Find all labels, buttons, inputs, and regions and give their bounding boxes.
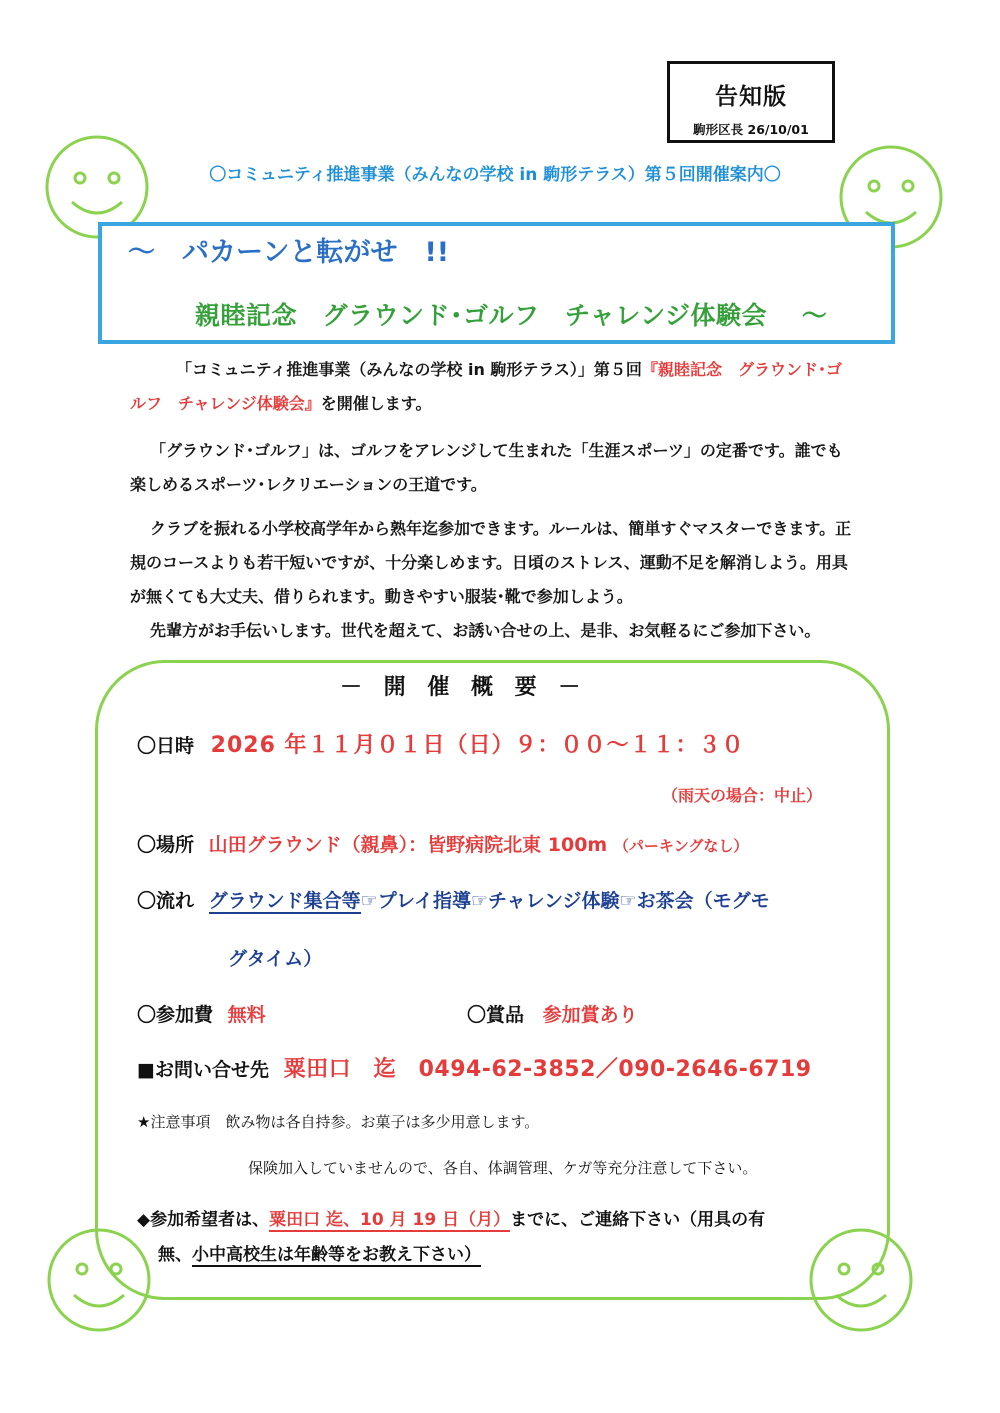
title-line-1: ～ パカーンと転がせ !! xyxy=(128,237,450,268)
fee-row: 〇参加費 無料 xyxy=(137,1004,266,1026)
rain-note: （雨天の場合：中止） xyxy=(662,786,823,805)
notice-title: 告知版 xyxy=(715,84,787,110)
intro-paragraph-3: クラブを振れる小学校高学年から熟年迄参加できます。ルールは、簡単すぐマスターできます。正規のコースよりも若干短いですが、十分楽しめます。日頃のストレス、運動不足を解消しよう。用具が無くても大丈夫、借りられます。動きやすい服装･靴で参加しよう。 xyxy=(130,519,852,606)
title-line-2: 親睦記念 グラウンド･ゴルフ チャレンジ体験会 ～ xyxy=(195,301,828,330)
prize-row: 〇賞品 参加賞あり xyxy=(467,1004,638,1026)
intro-paragraph-2: 「グラウンド･ゴルフ」は、ゴルフをアレンジして生まれた「生涯スポーツ」の定番です。誰でも楽しめるスポーツ･レクリエーションの王道です。 xyxy=(130,441,843,494)
contact-row: ■お問い合せ先 粟田口 迄 0494-62-3852／090-2646-6719 xyxy=(137,1057,812,1082)
intro-paragraph-4: 先輩方がお手伝いします。世代を超えて、お誘い合せの上、是非、お気軽るにご参加下さい。 xyxy=(150,621,821,640)
place-row: 〇場所 山田グラウンド（親鼻）：皆野病院北東 100m （パーキングなし） xyxy=(137,834,749,856)
notice-subtitle: 駒形区長 26/10/01 xyxy=(693,122,809,137)
summary-title: － 開 催 概 要 － xyxy=(340,675,588,700)
intro-paragraph-1: 「コミュニティ推進事業（みんなの学校 in 駒形テラス）」第５回『親睦記念 グラウンド･ゴルフ チャレンジ体験会』を開催します。 xyxy=(130,360,842,413)
datetime-row: 〇日時 2026 年１１月０１日（日）９：００～１１：３０ xyxy=(137,733,745,758)
flow-row: 〇流れ グラウンド集合等☞プレイ指導☞チャレンジ体験☞お茶会（モグモ xyxy=(137,890,770,912)
header-line: 〇コミュニティ推進事業（みんなの学校 in 駒形テラス）第５回開催案内〇 xyxy=(209,165,781,185)
caution-line-2: 保険加入していませんので、各自、体調管理、ケガ等充分注意して下さい。 xyxy=(248,1159,758,1177)
apply-line-1: ◆参加希望者は、粟田口 迄、10 月 19 日（月）までに、ご連絡下さい（用具の有 xyxy=(137,1210,766,1230)
flow-row-continued: グタイム） xyxy=(228,948,323,970)
caution-line-1: ★注意事項 飲み物は各自持参。お菓子は多少用意します。 xyxy=(137,1113,540,1131)
notice-box xyxy=(667,61,835,143)
apply-line-2: 無、小中高校生は年齢等をお教え下さい） xyxy=(158,1245,481,1265)
